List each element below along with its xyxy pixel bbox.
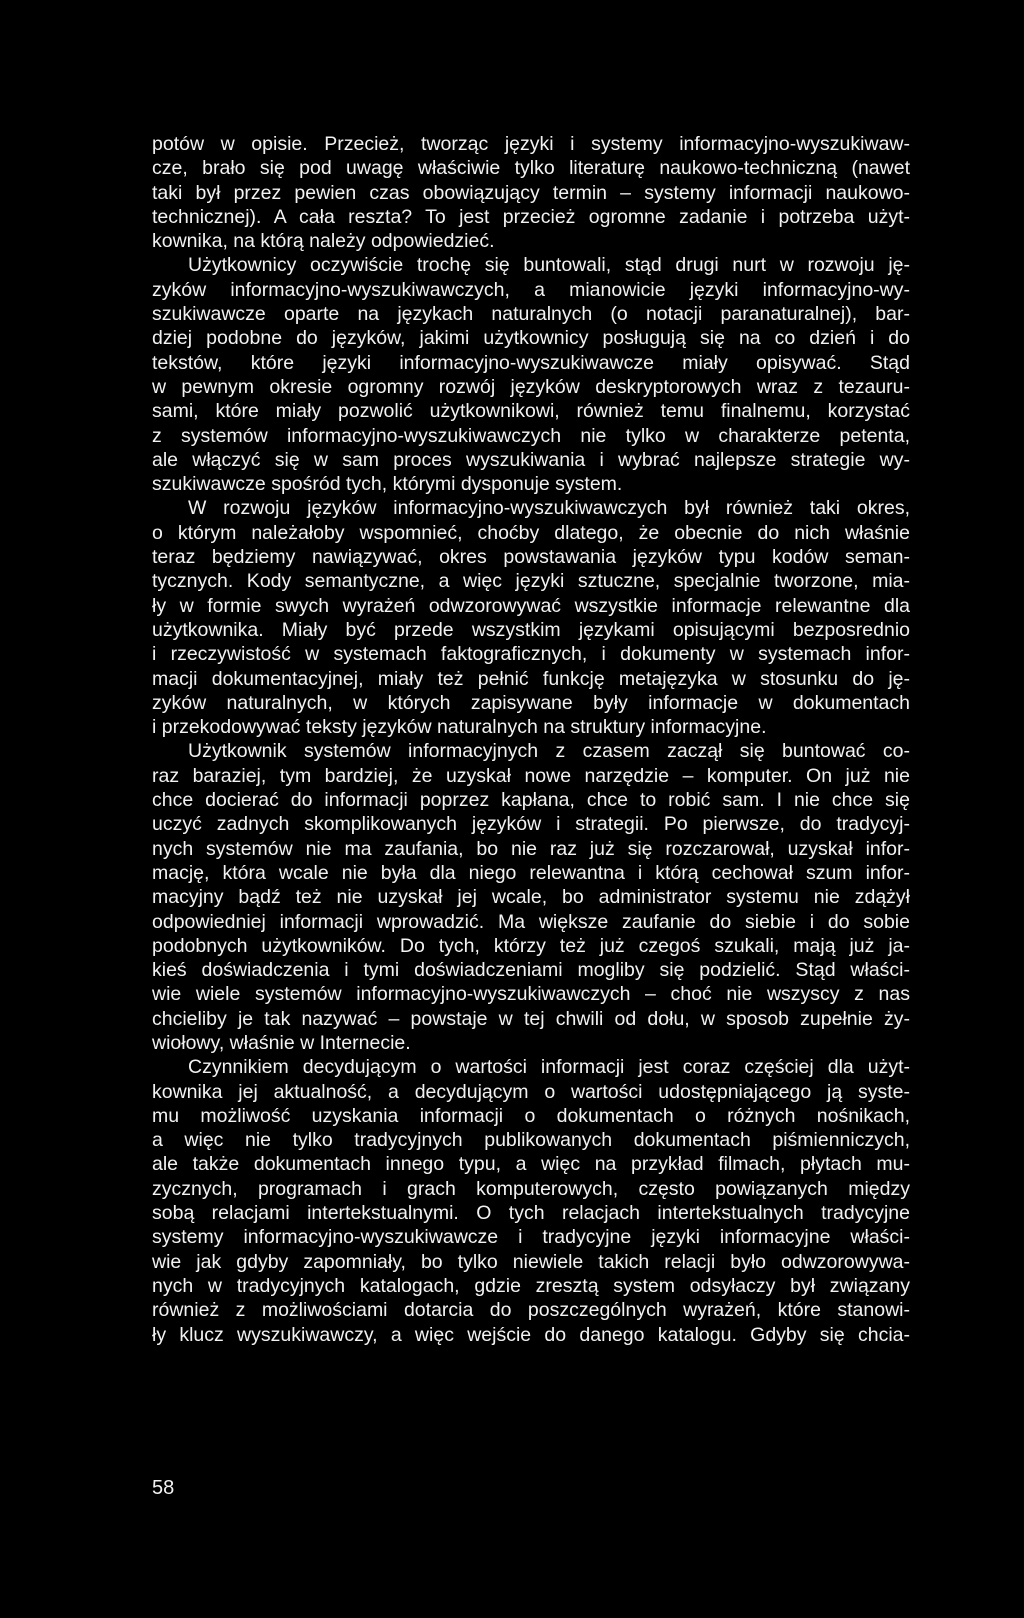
text-line: ale włączyć się w sam proces wyszukiwania i wybrać najlepsze strategie wy- [152, 448, 910, 471]
text-line: użytkownika. Miały być przede wszystkim językami opisującymi bezposrednio [152, 618, 910, 641]
text-line: mację, która wcale nie była dla niego relewantna i którą cechował szum infor- [152, 861, 910, 884]
text-line: Użytkownicy oczywiście trochę się buntowali, stąd drugi nurt w rozwoju ję- [188, 254, 910, 277]
text-line: chcieliby je tak nazywać – powstaje w tej chwili od dołu, w sposob zupełnie ży- [152, 1007, 910, 1030]
text-line: w pewnym okresie ogromny rozwój języków deskryptorowych wraz z tezauru- [152, 375, 910, 398]
text-line: kownika jej aktualność, a decydującym o wartości udostępniającego ją syste- [152, 1080, 910, 1103]
text-line: ły klucz wyszukiwawczy, a więc wejście do danego katalogu. Gdyby się chcia- [152, 1323, 910, 1346]
text-line: szukiwawcze spośród tych, którymi dysponuje system. [152, 473, 623, 496]
text-line: mu możliwość uzyskania informacji o dokumentach o różnych nośnikach, [152, 1104, 910, 1127]
text-line: kieś doświadczenia i tymi doświadczeniami mogliby się podzielić. Stąd właści- [152, 959, 910, 982]
text-line: tekstów, które języki informacyjno-wyszukiwawcze miały opisywać. Stąd [152, 351, 910, 374]
text-line: kownika, na którą należy odpowiedzieć. [152, 230, 495, 253]
text-line: i rzeczywistość w systemach faktograficznych, i dokumenty w systemach infor- [152, 643, 910, 666]
text-line: sobą relacjami intertekstualnymi. O tych relacjach intertekstualnych tradycyjne [152, 1202, 910, 1225]
text-line: odpowiedniej informacji wprowadzić. Ma większe zaufanie do siebie i do sobie [152, 910, 910, 933]
text-line: taki był przez pewien czas obowiązujący termin – systemy informacji naukowo- [152, 181, 910, 204]
text-line: wie wiele systemów informacyjno-wyszukiwawczych – choć nie wszyscy z nas [152, 983, 910, 1006]
text-line: systemy informacyjno-wyszukiwawcze i tradycyjne języki informacyjne właści- [152, 1226, 910, 1249]
text-line: szukiwawcze oparte na językach naturalnych (o notacji paranaturalnej), bar- [152, 303, 910, 326]
text-line: zycznych, programach i grach komputerowych, często powiązanych między [152, 1177, 910, 1200]
text-line: potów w opisie. Przecież, tworząc języki i systemy informacyjno-wyszukiwaw- [152, 133, 910, 155]
text-line: technicznej). A cała reszta? To jest przecież ogromne zadanie i potrzeba użyt- [152, 205, 910, 228]
text-line: a więc nie tylko tradycyjnych publikowanych dokumentach piśmienniczych, [152, 1129, 910, 1152]
page-number: 58 [152, 1477, 175, 1499]
text-line: podobnych użytkowników. Do tych, którzy też już czegoś szukali, mają już ja- [152, 934, 910, 957]
text-line: macji dokumentacyjnej, miały też pełnić funkcję metajęzyka w stosunku do ję- [152, 667, 910, 690]
text-line: zyków naturalnych, w których zapisywane były informacje w dokumentach [152, 691, 910, 714]
text-line: ły w formie swych wyrażeń odwzorowywać wszystkie informacje relewantne dla [152, 594, 910, 617]
text-line: wiołowy, właśnie w Internecie. [152, 1031, 411, 1054]
text-line: chce docierać do informacji poprzez kapłana, chce to robić sam. I nie chce się [152, 789, 910, 812]
body-text [152, 132, 910, 1347]
text-line: raz baraziej, tym bardziej, że uzyskał nowe narzędzie – komputer. On już nie [152, 764, 910, 787]
text-line: zyków informacyjno-wyszukiwawczych, a mianowicie języki informacyjno-wy- [152, 278, 910, 301]
text-line: wie jak gdyby zapomniały, bo tylko niewiele takich relacji było odwzorowywa- [152, 1250, 910, 1273]
text-line: Użytkownik systemów informacyjnych z czasem zaczął się buntować co- [188, 740, 910, 763]
text-line: macyjny bądź też nie uzyskał jej wcale, bo administrator systemu nie zdążył [152, 886, 910, 909]
text-line: i przekodowywać teksty języków naturalnych na struktury informacyjne. [152, 716, 767, 739]
text-line: tycznych. Kody semantyczne, a więc języki sztuczne, specjalnie tworzone, mia- [152, 570, 910, 593]
text-line: o którym należałoby wspomnieć, choćby dlatego, że obecnie do nich właśnie [152, 521, 910, 544]
text-line: Czynnikiem decydującym o wartości informacji jest coraz częściej dla użyt- [188, 1056, 910, 1079]
text-line: dziej podobne do języków, jakimi użytkownicy posługują się na co dzień i do [152, 327, 910, 350]
text-line: sami, które miały pozwolić użytkownikowi, również temu finalnemu, korzystać [152, 400, 910, 423]
text-line: uczyć zadnych skomplikowanych języków i strategii. Po pierwsze, do tradycyj- [152, 813, 910, 836]
text-line: W rozwoju języków informacyjno-wyszukiwawczych był również taki okres, [188, 497, 910, 520]
text-line: nych w tradycyjnych katalogach, gdzie zresztą system odsyłaczy był związany [152, 1274, 910, 1297]
text-line: nych systemów nie ma zaufania, bo nie raz już się rozczarował, uzyskał infor- [152, 837, 910, 860]
text-line: teraz będziemy nawiązywać, okres powstawania języków typu kodów seman- [152, 546, 910, 569]
text-line: cze, brało się pod uwagę właściwie tylko literaturę naukowo-techniczną (nawet [152, 157, 910, 180]
text-line: również z możliwościami dotarcia do poszczególnych wyrażeń, które stanowi- [152, 1299, 910, 1322]
text-line: z systemów informacyjno-wyszukiwawczych nie tylko w charakterze petenta, [152, 424, 910, 447]
text-line: ale także dokumentach innego typu, a więc na przykład filmach, płytach mu- [152, 1153, 910, 1176]
